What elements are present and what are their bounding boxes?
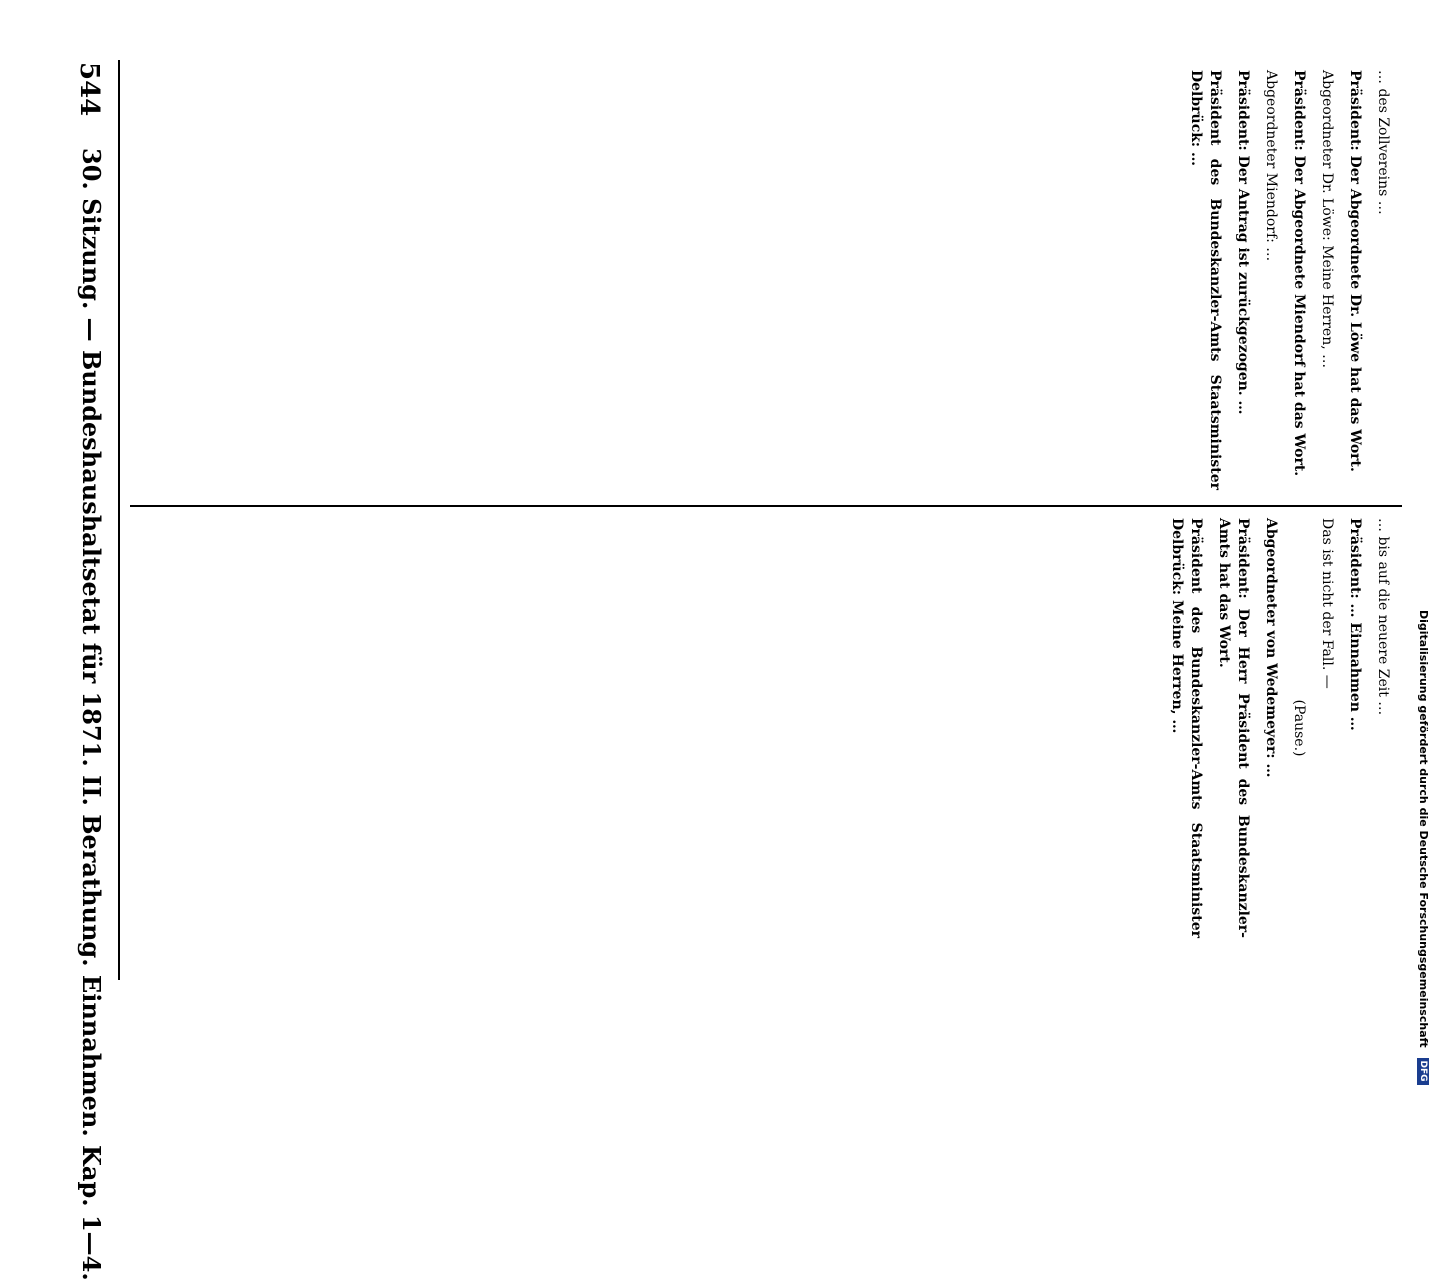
left-column [130, 70, 1392, 490]
running-header: 30. Sitzung. — Bundeshaushaltsetat für 1871. II. Berathung. Einnahmen. Kap. 1—4. [77, 148, 106, 1281]
paragraph: Das ist nicht der Fall. — [1319, 518, 1335, 689]
paragraph: Abgeordneter von Wedemeyer: … [1263, 518, 1279, 778]
paragraph: … des Zollvereins … [1375, 70, 1391, 215]
dfg-logo-icon: DFG [1417, 1058, 1429, 1085]
right-column [130, 518, 1392, 938]
paragraph: Präsident: … Einnahmen … [1347, 518, 1363, 731]
paragraph: Präsident: Der Abgeordnete Dr. Löwe hat das Wort. [1347, 70, 1363, 472]
paragraph: … bis auf die neuere Zeit … [1375, 518, 1391, 716]
paragraph: Präsident des Bundeskanzler-Amts Staatsminister Delbrück: … [1188, 70, 1223, 490]
paragraph: Abgeordneter Dr. Löwe: Meine Herren, … [1319, 70, 1335, 369]
paragraph: (Pause.) [1291, 699, 1307, 757]
paragraph: Abgeordneter Miendorf: … [1263, 70, 1279, 262]
paragraph: Präsident des Bundeskanzler-Amts Staatsminister Delbrück: Meine Herren, … [1169, 518, 1204, 938]
digitization-credit [1417, 610, 1430, 1082]
paragraph: Präsident: Der Antrag ist zurückgezogen. … [1235, 70, 1251, 415]
column-divider [130, 505, 1402, 507]
paragraph: Präsident: Der Abgeordnete Miendorf hat das Wort. [1291, 70, 1307, 477]
credit-text: Digitalisierung gefördert durch die Deutsche Forschungsgemeinschaft [1417, 610, 1430, 1048]
header-rule [118, 60, 120, 980]
paragraph: Präsident: Der Herr Präsident des Bundeskanzler-Amts hat das Wort. [1216, 518, 1251, 938]
page-number: 544 [74, 62, 104, 117]
